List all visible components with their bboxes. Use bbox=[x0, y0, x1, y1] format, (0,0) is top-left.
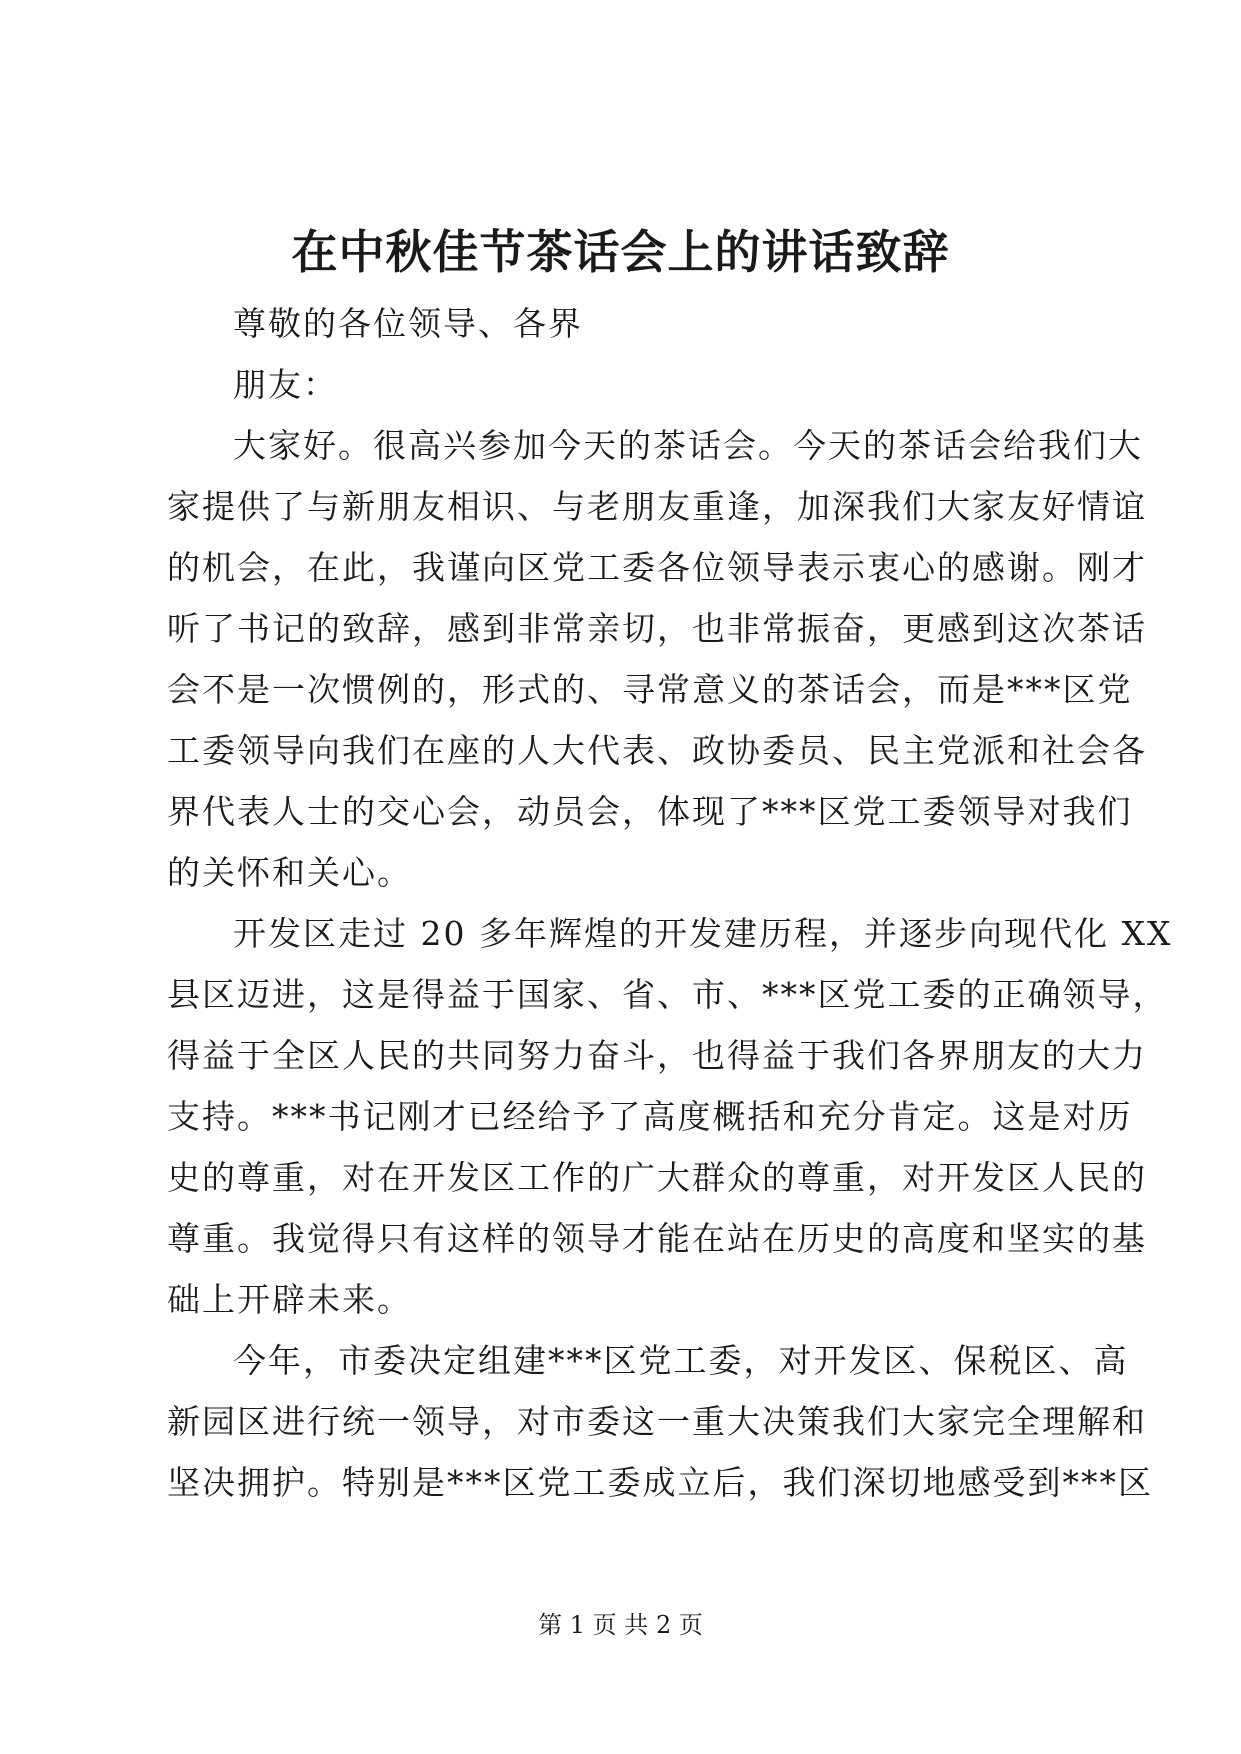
paragraph-line: 会不是一次惯例的，形式的、寻常意义的茶话会，而是***区党 bbox=[167, 670, 1133, 709]
page-footer: 第 1 页 共 2 页 bbox=[538, 1611, 703, 1639]
salutation-line: 尊敬的各位领导、各界 bbox=[233, 304, 583, 343]
paragraph-line: 尊重。我觉得只有这样的领导才能在站在历史的高度和坚实的基 bbox=[167, 1219, 1147, 1258]
paragraph-line: 今年，市委决定组建***区党工委，对开发区、保税区、高 bbox=[233, 1341, 1129, 1380]
paragraph-line: 的关怀和关心。 bbox=[167, 853, 412, 892]
paragraph-line: 大家好。很高兴参加今天的茶话会。今天的茶话会给我们大 bbox=[233, 426, 1143, 465]
paragraph-line: 坚决拥护。特别是***区党工委成立后，我们深切地感受到***区 bbox=[167, 1463, 1153, 1502]
paragraph-line: 工委领导向我们在座的人大代表、政协委员、民主党派和社会各 bbox=[167, 731, 1147, 770]
paragraph-line: 础上开辟未来。 bbox=[167, 1280, 412, 1319]
paragraph-line: 家提供了与新朋友相识、与老朋友重逢，加深我们大家友好情谊 bbox=[167, 487, 1147, 526]
paragraph-line: 新园区进行统一领导，对市委这一重大决策我们大家完全理解和 bbox=[167, 1402, 1147, 1441]
paragraph-line: 得益于全区人民的共同努力奋斗，也得益于我们各界朋友的大力 bbox=[167, 1036, 1147, 1075]
paragraph-line: 听了书记的致辞，感到非常亲切，也非常振奋，更感到这次茶话 bbox=[167, 609, 1147, 648]
salutation-line: 朋友： bbox=[233, 365, 338, 404]
document-body bbox=[167, 293, 1173, 1513]
paragraph-line: 开发区走过 20 多年辉煌的开发建历程，并逐步向现代化 XX bbox=[233, 914, 1173, 953]
page-title: 在中秋佳节茶话会上的讲话致辞 bbox=[291, 225, 950, 279]
paragraph-line: 史的尊重，对在开发区工作的广大群众的尊重，对开发区人民的 bbox=[167, 1158, 1147, 1197]
paragraph-line: 的机会，在此，我谨向区党工委各位领导表示衷心的感谢。刚才 bbox=[167, 548, 1147, 587]
paragraph-line: 支持。***书记刚才已经给予了高度概括和充分肯定。这是对历 bbox=[167, 1097, 1133, 1136]
paragraph-line: 界代表人士的交心会，动员会，体现了***区党工委领导对我们 bbox=[167, 792, 1133, 831]
paragraph-line: 县区迈进，这是得益于国家、省、市、***区党工委的正确领导， bbox=[167, 975, 1168, 1014]
